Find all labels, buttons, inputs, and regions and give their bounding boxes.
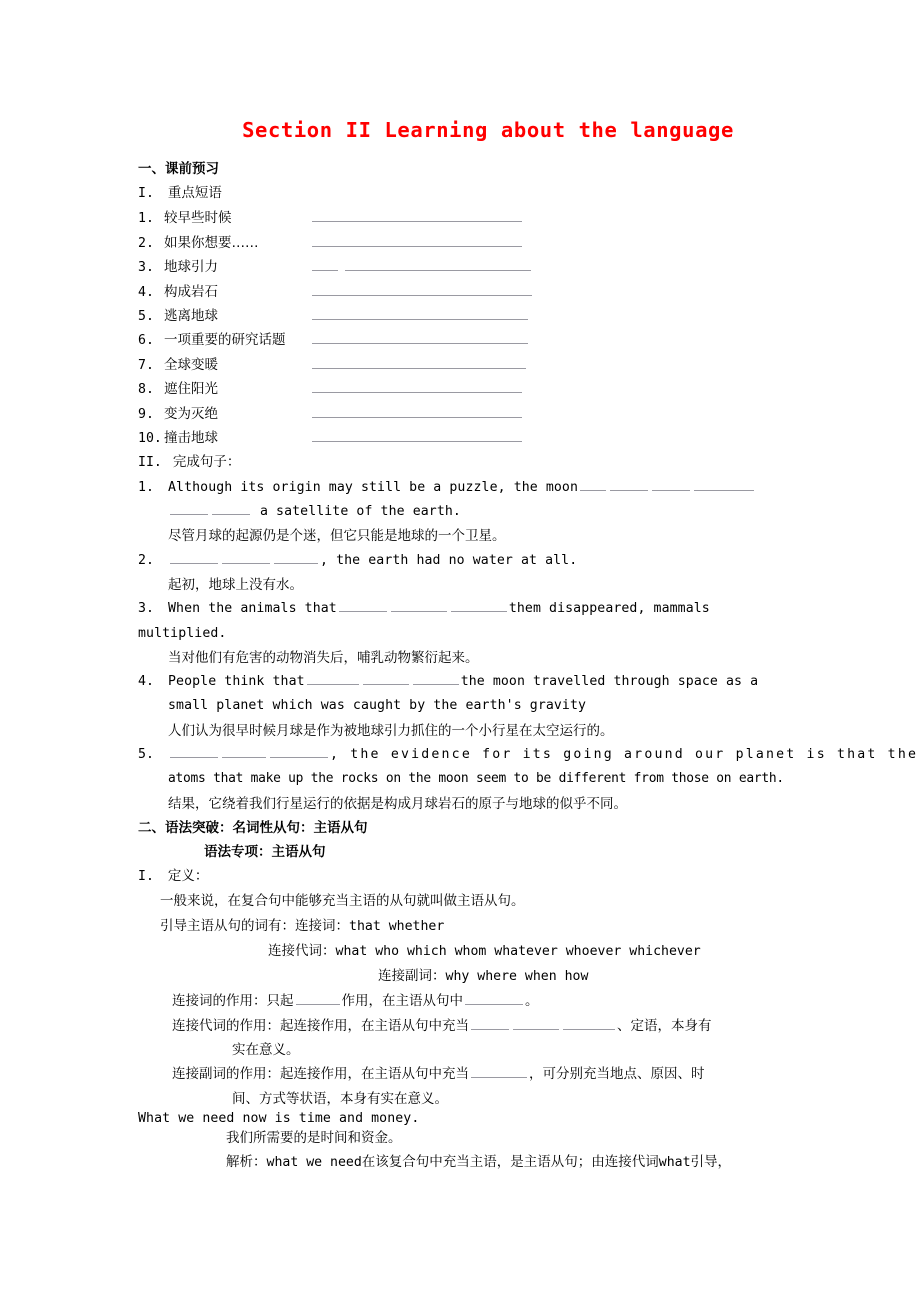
vocab-row (138, 206, 798, 230)
answer-blank[interactable] (339, 599, 387, 612)
vocab-number: 1. (138, 211, 154, 227)
vocab-term: 遮住阳光 (164, 381, 218, 398)
vocab-row (138, 402, 798, 426)
answer-blank[interactable] (170, 551, 218, 564)
example-sentence-cn: 我们所需要的是时间和资金。 (226, 1129, 402, 1146)
sentence-text: multiplied. (138, 625, 227, 641)
answer-blank[interactable] (652, 478, 690, 491)
sentence-text: them disappeared, mammals (508, 601, 710, 617)
sentence-line (138, 622, 798, 646)
analysis-word: what (658, 1155, 691, 1171)
connector-conjunctions-words: that whether (349, 918, 445, 934)
answer-blank[interactable] (312, 282, 532, 296)
analysis-label: 解析： (226, 1154, 267, 1171)
answer-blank[interactable] (580, 478, 606, 491)
vocab-number: 8. (138, 382, 154, 398)
answer-blank[interactable] (312, 428, 522, 442)
answer-blank[interactable] (694, 478, 754, 491)
sentence-text: a satellite of the earth. (259, 504, 461, 520)
vocab-term: 一项重要的研究话题 (164, 332, 286, 349)
vocab-answer-area (312, 428, 522, 442)
sentence-number: 1. (138, 479, 154, 495)
role-adverb-line-2 (138, 1087, 798, 1111)
answer-blank[interactable] (312, 257, 338, 271)
answer-blank[interactable] (222, 551, 270, 564)
answer-blank[interactable] (413, 672, 459, 685)
vocab-number: 2. (138, 235, 154, 251)
vocab-term: 构成岩石 (164, 283, 218, 300)
vocab-answer-area (312, 330, 528, 344)
vocab-row (138, 426, 798, 450)
connector-conjunctions-line (138, 914, 798, 939)
sentence-line (138, 670, 798, 694)
role-conjunction-text: 。 (525, 993, 539, 1010)
subheading-key-phrases-label: I. (138, 186, 154, 201)
answer-blank[interactable] (345, 257, 531, 271)
connector-pronouns-line (138, 939, 798, 964)
answer-blank[interactable] (391, 599, 447, 612)
sentence-text: People think that (168, 674, 305, 690)
answer-blank[interactable] (307, 672, 359, 685)
answer-blank[interactable] (471, 1017, 509, 1030)
answer-blank[interactable] (170, 502, 208, 515)
sentence-text: , the earth had no water at all. (320, 552, 578, 568)
sentence-line (138, 500, 798, 524)
sentence-line (138, 476, 798, 500)
section-heading-grammar: 二、语法突破：名词性从句：主语从句 (138, 819, 368, 836)
answer-blank[interactable] (471, 1065, 527, 1078)
sentence-line (138, 767, 798, 791)
sentence-number: 5. (138, 746, 154, 762)
connector-conjunctions-label: 引导主语从句的词有：连接词： (160, 917, 349, 934)
subheading-key-phrases-text: 重点短语 (167, 185, 222, 201)
sentence-line (138, 597, 798, 621)
sentence-translation: 起初，地球上没有水。 (168, 576, 303, 593)
vocab-term: 地球引力 (164, 259, 218, 276)
answer-blank[interactable] (610, 478, 648, 491)
subheading-definition (138, 864, 798, 889)
section-heading-preview: 一、课前预习 (138, 161, 219, 177)
subheading-definition-label: I. (138, 868, 154, 884)
role-pronoun-line-2 (138, 1038, 798, 1062)
answer-blank[interactable] (212, 502, 250, 515)
answer-blank[interactable] (563, 1017, 615, 1030)
role-conjunction-text: 作用，在主语从句中 (341, 993, 463, 1010)
vocab-row (138, 280, 798, 304)
vocab-term: 逃离地球 (164, 307, 218, 324)
connector-adverbs-label: 连接副词： (378, 968, 446, 985)
sentence-line (138, 549, 798, 573)
vocab-number: 4. (138, 284, 154, 300)
sentence-line (138, 743, 919, 767)
sentence-text: atoms that make up the rocks on the moon seem to be different from those on earth. (168, 771, 784, 787)
connector-adverbs-line (138, 964, 798, 989)
document-content (138, 118, 919, 1176)
role-pronoun-text: 实在意义。 (232, 1042, 300, 1059)
answer-blank[interactable] (170, 745, 218, 758)
answer-blank[interactable] (312, 379, 522, 393)
answer-blank[interactable] (363, 672, 409, 685)
sentence-item (138, 670, 798, 743)
sentence-text: the moon travelled through space as a (460, 674, 759, 690)
subheading-complete-sentences-text: 完成句子： (172, 454, 241, 471)
vocab-answer-area (312, 282, 532, 296)
sentence-item (138, 597, 798, 670)
vocab-row (138, 353, 798, 377)
role-conjunction-line (138, 989, 798, 1013)
connector-pronouns-label: 连接代词： (268, 942, 336, 959)
page-title: Section II Learning about the language (242, 118, 734, 142)
analysis-line (138, 1150, 798, 1175)
role-pronoun-line (138, 1014, 798, 1038)
vocab-term: 变为灭绝 (164, 405, 218, 422)
answer-blank[interactable] (270, 745, 328, 758)
role-adverb-text: 连接副词的作用：起连接作用，在主语从句中充当 (172, 1066, 469, 1083)
vocab-row (138, 328, 798, 352)
sentence-number: 3. (138, 601, 154, 617)
sentence-text: When the animals that (168, 601, 337, 617)
role-pronoun-text: 、定语，本身有 (617, 1017, 712, 1034)
vocab-number: 3. (138, 260, 154, 276)
vocab-answer-area (312, 355, 526, 369)
sentence-item (138, 476, 798, 549)
vocab-answer-area (312, 379, 522, 393)
sentence-text: Although its origin may still be a puzzle, the moon (168, 479, 579, 495)
vocab-number: 5. (138, 308, 154, 324)
definition-body: 一般来说，在复合句中能够充当主语的从句就叫做主语从句。 (160, 893, 525, 910)
subheading-complete-sentences (138, 450, 798, 475)
answer-blank[interactable] (312, 306, 528, 320)
vocab-number: 9. (138, 406, 154, 422)
vocab-term: 全球变暖 (164, 356, 218, 373)
sentence-item (138, 549, 798, 598)
sentence-text: , the evidence for its going around our planet is that the (330, 746, 919, 762)
vocab-number: 6. (138, 333, 154, 349)
answer-blank[interactable] (451, 599, 507, 612)
sentence-translation: 人们认为很早时候月球是作为被地球引力抓住的一个小行星在太空运行的。 (168, 722, 614, 739)
vocab-answer-area (312, 404, 522, 418)
subheading-key-phrases (138, 181, 798, 206)
role-adverb-line (138, 1062, 798, 1086)
vocab-number: 7. (138, 357, 154, 373)
analysis-text: 在该复合句中充当主语，是主语从句；由连接代词 (361, 1154, 659, 1171)
sentence-line (138, 694, 798, 718)
analysis-clause: what we need (266, 1155, 362, 1171)
subheading-definition-text: 定义： (167, 867, 209, 884)
sentence-number: 4. (138, 674, 154, 690)
vocab-answer-area (312, 208, 522, 222)
connector-pronouns-words: what who which whom whatever whoever whichever (335, 943, 701, 959)
sentence-translation: 当对他们有危害的动物消失后，哺乳动物繁衍起来。 (168, 649, 479, 666)
vocab-row (138, 304, 798, 328)
section-subheading-grammar: 语法专项：主语从句 (204, 843, 326, 860)
role-pronoun-text: 连接代词的作用：起连接作用，在主语从句中充当 (172, 1017, 469, 1034)
answer-blank[interactable] (312, 355, 526, 369)
answer-blank[interactable] (312, 404, 522, 418)
sentence-text: small planet which was caught by the earth's gravity (168, 698, 587, 714)
sentence-number: 2. (138, 552, 154, 568)
vocab-answer-area (312, 257, 531, 271)
answer-blank[interactable] (312, 208, 522, 222)
sentence-item (138, 743, 919, 816)
analysis-text: 引导， (690, 1154, 732, 1171)
vocab-answer-area (312, 233, 522, 247)
sentence-translation: 尽管月球的起源仍是个迷，但它只能是地球的一个卫星。 (168, 528, 506, 545)
subheading-complete-sentences-label: II. (138, 455, 162, 471)
connector-adverbs-words: why where when how (445, 969, 589, 985)
role-adverb-text: 间、方式等状语，本身有实在意义。 (232, 1090, 448, 1107)
answer-blank[interactable] (465, 992, 523, 1005)
vocab-row (138, 231, 798, 255)
vocab-number: 10. (138, 430, 162, 446)
example-sentence-en (138, 1111, 798, 1126)
example-sentence-text: What we need now is time and money. (138, 1110, 420, 1126)
vocab-term: 撞击地球 (164, 429, 218, 446)
answer-blank[interactable] (312, 233, 522, 247)
vocab-answer-area (312, 306, 528, 320)
answer-blank[interactable] (513, 1017, 559, 1030)
vocab-row (138, 255, 798, 279)
vocab-term: 如果你想要…… (164, 234, 259, 251)
answer-blank[interactable] (312, 330, 528, 344)
role-conjunction-text: 连接词的作用：只起 (172, 993, 294, 1010)
sentence-translation: 结果，它绕着我们行星运行的依据是构成月球岩石的原子与地球的似乎不同。 (168, 795, 627, 812)
vocab-term: 较早些时候 (164, 210, 232, 227)
answer-blank[interactable] (296, 992, 340, 1005)
role-adverb-text: ，可分别充当地点、原因、时 (529, 1066, 705, 1083)
answer-blank[interactable] (222, 745, 266, 758)
vocab-row (138, 377, 798, 401)
answer-blank[interactable] (274, 551, 318, 564)
